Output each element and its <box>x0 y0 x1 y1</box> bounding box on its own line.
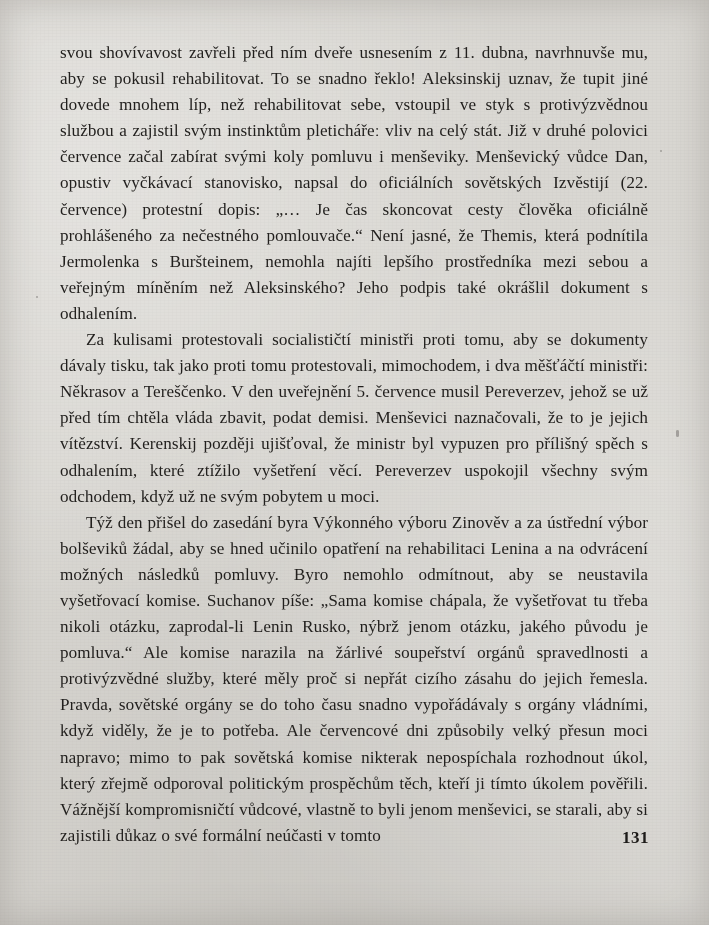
paragraph-3: Týž den přišel do zasedání byra Výkonného výboru Zinověv a za ústřední výbor bolševiků žádal, aby se hned učinilo opatření na rehabilitaci Lenina a na odvrácení možných následků pomluvy. Byro nemohlo odmítnout, aby se neustavila vyšetřovací komise. Suchanov píše: „Sama komise chápala, že vyšetřovat tu třeba nikoli otázku, zaprodal-li Lenin Rusko, nýbrž jenom otázku, jakého původu je pomluva.“ Ale komise narazila na žárlivé soupeřství orgánů spravedlnosti a protivýzvědné služby, které měly proč si nepřát cizího zásahu do jejich řemesla. Pravda, sovětské orgány se do toho času snadno vypořádávaly s orgány vládními, když viděly, že je to potřeba. Ale červencové dni způsobily velký přesun moci napravo; mimo to pak sovětská komise nikterak nepospíchala rozhodnout úkol, který zřejmě odporoval politickým prospěchům těch, kteří ji tímto úkolem pověřili. Vážnější kompromisničtí vůdcové, vlastně to byli jenom menševici, se starali, aby si zajistili důkaz o své formální neúčasti v tomto <box>60 512 648 845</box>
page-number: 131 <box>622 828 649 847</box>
body-text-block <box>60 40 648 849</box>
paper-speck <box>36 296 38 298</box>
paper-speck <box>660 150 662 152</box>
paragraph-1: svou shovívavost zavřeli před ním dveře usnesením z 11. dubna, navrhnuvše mu, aby se pokusil rehabilitovat. To se snadno řeklo! Aleksinskij uznav, že tupit jiné dovede mnohem líp, než rehabilitovat sebe, vstoupil ve styk s protivýzvědnou službou a zajistil svým instinktům pletichářeː vliv na celý stát. Již v druhé polovici července začal zabírat svými koly pomluvu i menševiky. Menševický vůdce Dan, opustiv vyčkávací stanovisko, napsal do oficiálních sovětských Izvěstijí (22. července) protestní dopis: „… Je čas skoncovat cesty člověka oficiálně prohlášeného za nečestného pomlouvače.“ Není jasné, že Themis, která podnítila Jermolenka s Buršteinem, nemohla najíti lepšího prostředníka mezi sebou a veřejným míněním než Aleksinského? Jeho podpis také okrášlil dokument s odhalením. <box>60 43 648 323</box>
paragraph-2: Za kulisami protestovali socialističtí ministři proti tomu, aby se dokumenty dávaly tisku, tak jako proti tomu protestovali, mimochodem, i dva měšťáčtí ministři: Někrasov a Tereščenko. V den uveřejnění 5. července musil Pereverzev, jehož se už před tím chtěla vláda zbavit, podat demisi. Menševici naznačovali, že to je jejich vítězství. Kerenskij později ujišťoval, že ministr byl vypuzen pro přílišný spěch s odhalením, které ztížilo vyšetření věcí. Pereverzev uspokojil všechny svým odchodem, když už ne svým pobytem u moci. <box>60 330 648 506</box>
paper-speck <box>676 430 679 437</box>
